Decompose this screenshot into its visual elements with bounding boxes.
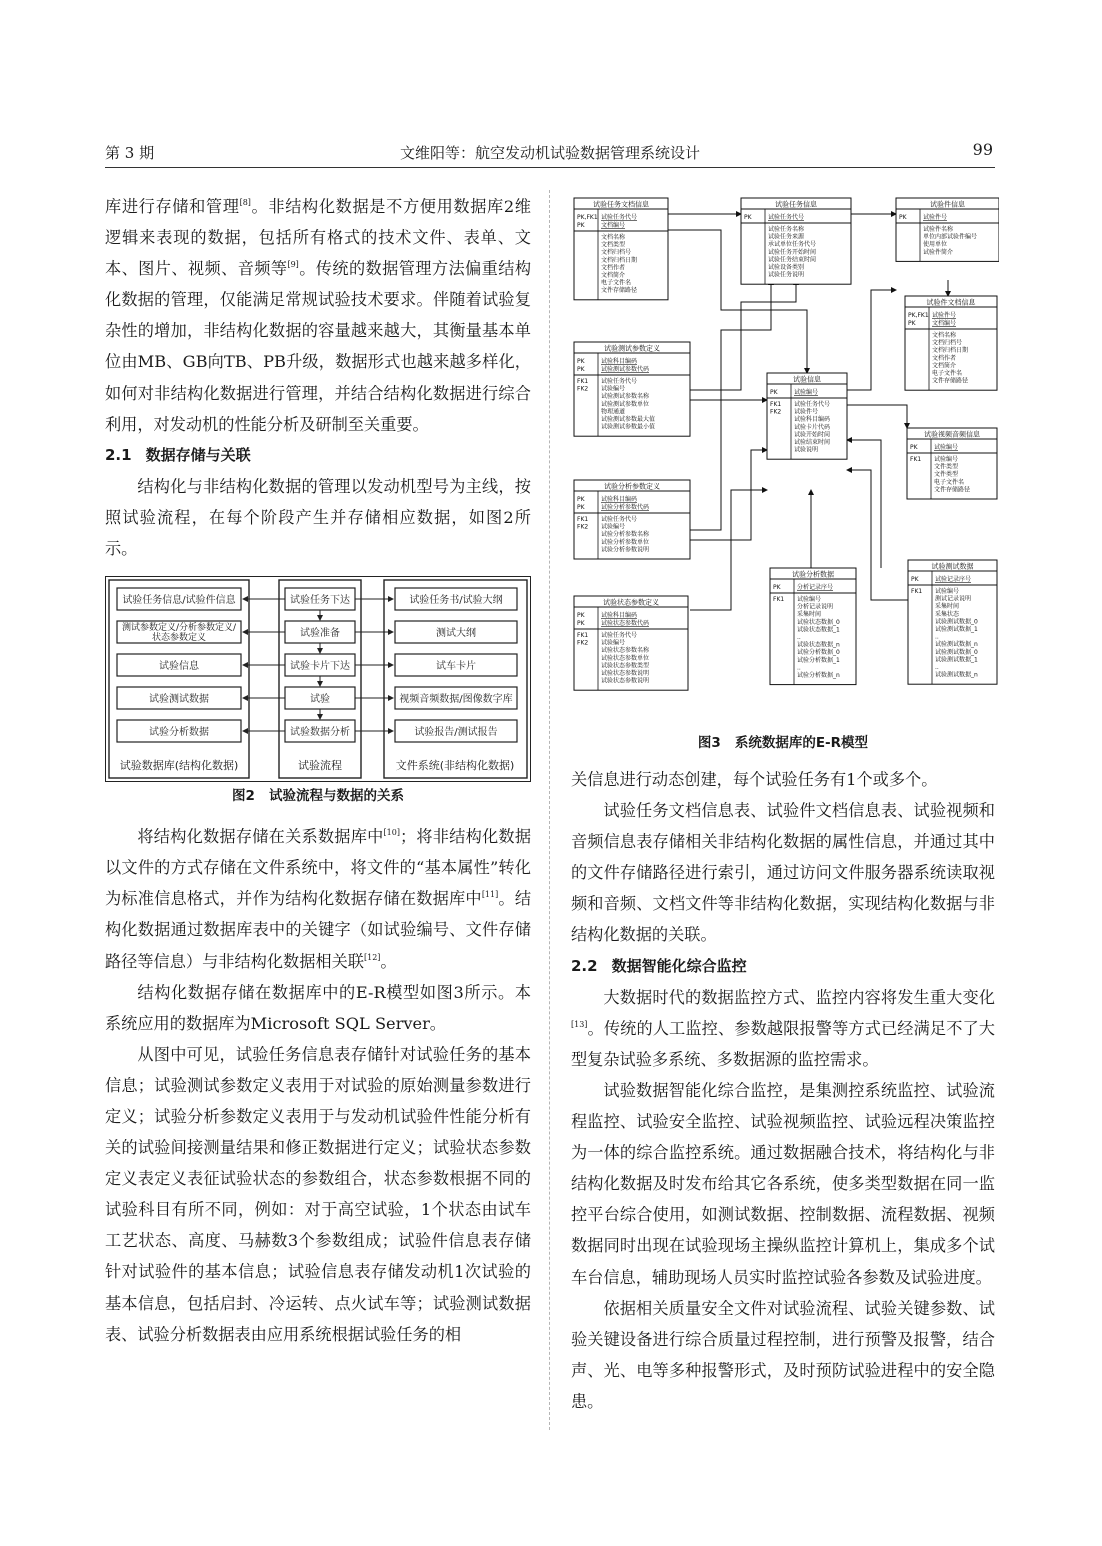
fig2-right-item-0 xyxy=(395,588,517,610)
svg-text:文档编号: 文档编号 xyxy=(932,320,957,327)
fig2-left-item-0 xyxy=(117,588,241,610)
citation-9: [9] xyxy=(287,260,299,270)
er-table-6 xyxy=(907,428,997,499)
svg-text:PK: PK xyxy=(911,576,919,583)
svg-text:试验科目编码: 试验科目编码 xyxy=(794,416,831,424)
svg-text:试验编号: 试验编号 xyxy=(934,456,959,463)
svg-text:试验状态数据_0: 试验状态数据_0 xyxy=(797,618,840,626)
left-column xyxy=(105,191,531,1350)
svg-text:FK2: FK2 xyxy=(770,408,782,416)
svg-text:PK: PK xyxy=(744,214,752,221)
paragraph-integrated-monitoring: 试验数据智能化综合监控，是集测控系统监控、试验流程监控、试验安全监控、试验视频监控、试验远程决策监控为一体的综合监控系统。通过数据融合技术，将结构化与非结构化数据及时发布给其它各系统，使多类型数据在同一监控平台综合使用，如测试数据、控制数据、流程数据、视频数据同时出现在试验现场主操纵监控计算机上，集成多个试车台信息，辅助现场人员实时监控试验各参数及试验进度。 xyxy=(571,1080,995,1287)
fig2-middle-item-4 xyxy=(285,720,355,742)
svg-text:文档名称: 文档名称 xyxy=(932,332,957,339)
svg-text:试验任务书/试验大纲: 试验任务书/试验大纲 xyxy=(409,595,503,607)
svg-text:试验分析参数单位: 试验分析参数单位 xyxy=(601,538,650,546)
figure-2-diagram xyxy=(105,576,531,782)
svg-text:试验测试参数定义: 试验测试参数定义 xyxy=(604,344,660,353)
svg-text:试验测试参数代码: 试验测试参数代码 xyxy=(601,366,650,373)
paragraph-unstructured-data: 库进行存储和管理[8]。非结构化数据是不方便用数据库2维逻辑来表现的数据，包括所有格式的技术文件、表单、文本、图片、视频、音频等[9]。传统的数据管理方法偏重结构化数据的管理，仅能满足常规试验技术要求。伴随着试验复杂性的增加，非结构化数据的容量越来越大，其衡量基本单位由MB、GB向TB、PB升级，数据形式也越来越多样化，如何对非结构化数据进行管理，并结合结构化数据进行综合利用，对发动机的性能分析及研制至关重要。 xyxy=(105,197,532,434)
svg-text:..: .. xyxy=(935,633,939,641)
svg-text:试验编号: 试验编号 xyxy=(601,523,626,531)
er-table-10 xyxy=(574,596,688,690)
svg-text:试验编号: 试验编号 xyxy=(794,389,819,396)
fig2-left-item-2 xyxy=(117,654,241,676)
svg-text:试验信息: 试验信息 xyxy=(793,375,821,384)
svg-text:采集时间: 采集时间 xyxy=(935,603,960,611)
svg-text:试验任务代号: 试验任务代号 xyxy=(601,632,638,639)
svg-text:FK2: FK2 xyxy=(577,523,589,531)
svg-text:试验任务文档信息: 试验任务文档信息 xyxy=(593,200,649,209)
er-table-4 xyxy=(574,342,690,436)
svg-text:试验任务信息/试验件信息: 试验任务信息/试验件信息 xyxy=(122,595,236,607)
svg-text:试验结束时间: 试验结束时间 xyxy=(794,439,831,446)
svg-text:文档归档日期: 文档归档日期 xyxy=(932,347,969,355)
svg-text:试验测试数据_1: 试验测试数据_1 xyxy=(935,656,978,664)
svg-text:试验任务下达: 试验任务下达 xyxy=(290,595,350,607)
paragraph-quality-control: 依据相关质量安全文件对试验流程、试验关键参数、试验关键设备进行综合质量过程控制，进行预警及报警，结合声、光、电等多种报警形式，及时预防试验进程中的安全隐患。 xyxy=(571,1298,995,1411)
fig2-left-label: 试验数据库(结构化数据) xyxy=(119,759,239,773)
svg-text:试验分析参数定义: 试验分析参数定义 xyxy=(604,482,660,491)
figure-2-caption: 图2 试验流程与数据的关系 xyxy=(232,788,404,805)
svg-text:PK: PK xyxy=(577,504,585,511)
svg-text:试验科目编码: 试验科目编码 xyxy=(601,612,638,619)
svg-text:试验状态参数说明: 试验状态参数说明 xyxy=(601,677,650,685)
citation-8: [8] xyxy=(239,198,251,207)
svg-text:FK2: FK2 xyxy=(577,639,589,647)
fig2-middle-label: 试验流程 xyxy=(298,759,342,773)
svg-text:试验件信息: 试验件信息 xyxy=(930,200,965,209)
svg-text:试验测试数据_n: 试验测试数据_n xyxy=(935,641,978,649)
paragraph-dynamic-creation: 关信息进行动态创建，每个试验任务有1个或多个。 xyxy=(571,770,938,789)
svg-text:FK1: FK1 xyxy=(910,456,922,463)
svg-text:试验分析数据_1: 试验分析数据_1 xyxy=(797,656,840,664)
svg-text:试验件号: 试验件号 xyxy=(794,408,819,416)
figure-2 xyxy=(105,576,531,782)
fig2-right-item-4 xyxy=(395,720,517,742)
fig2-right-item-3 xyxy=(395,687,517,709)
svg-text:电子文件名: 电子文件名 xyxy=(932,370,963,377)
svg-text:试验件号: 试验件号 xyxy=(932,312,957,319)
svg-text:文档作者: 文档作者 xyxy=(932,354,957,362)
svg-text:试验测试参数最大值: 试验测试参数最大值 xyxy=(601,416,656,423)
svg-text:试验测试参数最小值: 试验测试参数最小值 xyxy=(601,423,656,431)
svg-text:状态参数定义: 状态参数定义 xyxy=(151,633,207,644)
svg-text:分析记录说明: 分析记录说明 xyxy=(797,603,834,611)
fig2-middle-item-2 xyxy=(285,654,355,676)
paragraph-monitoring-change: 大数据时代的数据监控方式、监控内容将发生重大变化[13]。传统的人工监控、参数越限报警等方式已经满足不了大型复杂试验多系统、多数据源的监控需求。 xyxy=(571,987,995,1069)
svg-text:文档类型: 文档类型 xyxy=(601,241,626,249)
right-column xyxy=(571,764,995,1417)
svg-text:试验件名称: 试验件名称 xyxy=(923,226,954,233)
svg-text:试验状态参数名称: 试验状态参数名称 xyxy=(601,647,650,655)
svg-text:PK: PK xyxy=(577,620,585,627)
section-2-2-heading: 2.2 数据智能化综合监控 xyxy=(571,956,747,975)
svg-text:PK,FK1: PK,FK1 xyxy=(577,214,598,221)
svg-text:文档编号: 文档编号 xyxy=(601,222,626,229)
er-relation-6 xyxy=(847,405,907,428)
svg-text:试验任务代号: 试验任务代号 xyxy=(601,214,638,221)
svg-text:试验设备类别: 试验设备类别 xyxy=(768,264,805,271)
svg-text:文档归档日期: 文档归档日期 xyxy=(601,256,638,264)
svg-text:PK,FK1: PK,FK1 xyxy=(908,312,929,319)
er-relation-11 xyxy=(847,440,881,568)
paragraph-table-description: 从图中可见，试验任务信息表存储针对试验任务的基本信息；试验测试参数定义表用于对试验的原始测量参数进行定义；试验分析参数定义表用于与发动机试验件性能分析有关的试验间接测量结果和修正数据进行定义；试验状态参数定义表定义表征试验状态的参数组合，状态参数根据不同的试验科目有所不同，例如：对于高空试验，1个状态由试车工艺状态、高度、马赫数3个参数组成；试验件信息表存储针对试验件的基本信息；试验信息表存储发动机1次试验的基本信息，包括启封、冷运转、点火试车等；试验测试数据表、试验分析数据表由应用系统根据试验任务的相 xyxy=(105,1044,531,1344)
svg-text:试验分析参数名称: 试验分析参数名称 xyxy=(601,531,650,539)
svg-text:试验分析数据: 试验分析数据 xyxy=(149,727,209,739)
running-title: 文维阳等：航空发动机试验数据管理系统设计 xyxy=(399,144,700,162)
svg-text:文档归档号: 文档归档号 xyxy=(601,249,632,257)
svg-text:试验件简介: 试验件简介 xyxy=(923,248,954,256)
svg-text:试验任务代号: 试验任务代号 xyxy=(768,214,805,221)
svg-text:试验报告/测试报告: 试验报告/测试报告 xyxy=(414,727,498,739)
svg-text:试验状态参数代码: 试验状态参数代码 xyxy=(601,620,650,627)
er-table-7 xyxy=(574,480,690,559)
svg-text:试验准备: 试验准备 xyxy=(300,628,340,640)
svg-text:试验任务代号: 试验任务代号 xyxy=(601,516,638,523)
fig2-right-label: 文件系统(非结构化数据) xyxy=(395,759,515,773)
header-rule xyxy=(105,167,995,168)
er-table-3 xyxy=(905,296,997,390)
svg-text:单位内部试验件编号: 单位内部试验件编号 xyxy=(923,233,978,241)
svg-text:试验测试数据: 试验测试数据 xyxy=(931,562,974,571)
fig2-left-item-3 xyxy=(117,687,241,709)
svg-text:文件类型: 文件类型 xyxy=(934,471,959,479)
svg-text:文档简介: 文档简介 xyxy=(601,272,626,279)
column-divider xyxy=(549,190,550,1430)
svg-text:..: .. xyxy=(797,664,801,672)
svg-text:文档名称: 文档名称 xyxy=(601,234,626,241)
svg-text:文档归档号: 文档归档号 xyxy=(932,339,963,347)
er-table-8 xyxy=(908,560,997,684)
svg-text:试验卡片代码: 试验卡片代码 xyxy=(794,423,831,431)
svg-text:试验分析参数代码: 试验分析参数代码 xyxy=(601,504,650,511)
svg-text:PK: PK xyxy=(910,444,918,451)
svg-text:FK1: FK1 xyxy=(577,516,589,523)
svg-text:电子文件名: 电子文件名 xyxy=(601,279,632,287)
svg-text:使用单位: 使用单位 xyxy=(923,241,948,249)
svg-text:FK1: FK1 xyxy=(577,378,589,385)
svg-text:试验编号: 试验编号 xyxy=(601,385,626,393)
svg-text:试验任务名称: 试验任务名称 xyxy=(768,226,805,233)
er-table-2 xyxy=(896,198,999,261)
svg-text:PK: PK xyxy=(577,612,585,619)
paragraph-unstructured-tables: 试验任务文档信息表、试验件文档信息表、试验视频和音频信息表存储相关非结构化数据的属性信息，并通过其中的文件存储路径进行索引，通过访问文件服务器系统读取视频和音频、文档文件等非结构化数据，实现结构化数据与非结构化数据的关联。 xyxy=(571,801,995,945)
svg-text:PK: PK xyxy=(899,214,907,221)
er-table-0 xyxy=(574,198,668,300)
fig2-middle-item-0 xyxy=(285,588,355,610)
svg-text:PK: PK xyxy=(908,320,916,327)
svg-text:试验状态数据_n: 试验状态数据_n xyxy=(797,641,840,649)
citation-10: [10] xyxy=(383,828,400,838)
svg-text:试验卡片下达: 试验卡片下达 xyxy=(290,661,350,673)
svg-text:文件存储路径: 文件存储路径 xyxy=(601,287,638,295)
svg-text:试验测试参数单位: 试验测试参数单位 xyxy=(601,400,650,408)
svg-text:..: .. xyxy=(797,634,801,641)
svg-text:试验说明: 试验说明 xyxy=(794,446,819,454)
svg-text:试验任务代号: 试验任务代号 xyxy=(794,401,831,408)
svg-text:试验任务开始时间: 试验任务开始时间 xyxy=(768,248,817,256)
svg-text:PK: PK xyxy=(577,366,585,373)
svg-text:试验任务信息: 试验任务信息 xyxy=(775,200,817,209)
svg-text:试验编号: 试验编号 xyxy=(601,639,626,647)
svg-text:试验分析数据_0: 试验分析数据_0 xyxy=(797,649,840,657)
svg-text:试验分析数据: 试验分析数据 xyxy=(792,570,834,579)
svg-text:物理通道: 物理通道 xyxy=(601,408,626,416)
svg-text:PK: PK xyxy=(773,584,781,591)
svg-text:文件类型: 文件类型 xyxy=(934,463,959,471)
page-header xyxy=(105,140,995,166)
paragraph-storage-method: 将结构化数据存储在关系数据库中[10]；将非结构化数据以文件的方式存储在文件系统中，将文件的“基本属性”转化为标准信息格式，并作为结构化数据存储在数据库中[11]。结构化数据通过数据库表中的关键字（如试验编号、文件存储路径等信息）与非结构化数据相关联[12]。 xyxy=(105,827,532,971)
svg-text:文件存储路径: 文件存储路径 xyxy=(932,377,969,385)
fig2-right-item-2 xyxy=(395,654,517,676)
svg-text:文档简介: 文档简介 xyxy=(932,362,957,370)
svg-text:试验编号: 试验编号 xyxy=(934,444,959,451)
citation-11: [11] xyxy=(481,890,499,900)
svg-text:试验测试数据_n: 试验测试数据_n xyxy=(935,671,978,679)
svg-text:PK: PK xyxy=(770,389,778,396)
svg-text:视频音频数据/图像数字库: 视频音频数据/图像数字库 xyxy=(399,694,513,706)
svg-text:..: .. xyxy=(935,664,939,671)
section-2-1-heading: 2.1 数据存储与关联 xyxy=(105,445,251,464)
svg-text:试验件文档信息: 试验件文档信息 xyxy=(926,298,976,307)
fig2-right-item-1 xyxy=(395,621,517,643)
svg-text:PK: PK xyxy=(577,496,585,503)
issue-label: 第 3 期 xyxy=(105,144,155,162)
svg-text:试验测试数据_1: 试验测试数据_1 xyxy=(935,626,978,633)
svg-text:试车卡片: 试车卡片 xyxy=(436,661,476,673)
svg-text:试验记录序号: 试验记录序号 xyxy=(935,576,972,583)
svg-text:试验状态参数类型: 试验状态参数类型 xyxy=(601,662,650,670)
svg-text:试验开始时间: 试验开始时间 xyxy=(794,431,831,439)
svg-text:试验任务来源: 试验任务来源 xyxy=(768,233,805,241)
svg-text:试验件号: 试验件号 xyxy=(923,214,948,221)
svg-text:试验科目编码: 试验科目编码 xyxy=(601,496,638,503)
svg-text:PK: PK xyxy=(577,358,585,365)
fig2-middle-item-1 xyxy=(285,621,355,643)
svg-text:FK2: FK2 xyxy=(577,385,589,393)
citation-13: [13] xyxy=(571,1019,588,1029)
citation-12: [12] xyxy=(364,952,381,962)
svg-text:电子文件名: 电子文件名 xyxy=(934,478,965,486)
svg-text:FK1: FK1 xyxy=(770,401,782,408)
fig2-left-item-1 xyxy=(117,621,241,643)
svg-text:试验: 试验 xyxy=(310,694,330,706)
svg-text:试验任务说明: 试验任务说明 xyxy=(768,271,805,279)
er-relation-5 xyxy=(847,290,896,390)
er-relation-8 xyxy=(690,450,767,540)
svg-text:测试参数定义/分析参数定义/: 测试参数定义/分析参数定义/ xyxy=(121,623,237,634)
svg-text:测试记录说明: 测试记录说明 xyxy=(935,595,972,603)
fig2-middle-item-3 xyxy=(285,687,355,709)
svg-text:试验编号: 试验编号 xyxy=(797,596,822,603)
svg-text:文件存储路径: 文件存储路径 xyxy=(934,486,971,494)
svg-text:试验状态参数说明: 试验状态参数说明 xyxy=(601,670,650,677)
er-relation-9 xyxy=(690,490,767,610)
svg-text:FK1: FK1 xyxy=(911,588,923,595)
svg-text:试验测试数据_0: 试验测试数据_0 xyxy=(935,618,978,626)
svg-text:试验任务结束时间: 试验任务结束时间 xyxy=(768,256,817,264)
svg-text:试验任务代号: 试验任务代号 xyxy=(601,378,638,385)
svg-text:试验数据分析: 试验数据分析 xyxy=(290,727,350,739)
er-table-9 xyxy=(770,568,856,685)
er-table-1 xyxy=(741,198,851,284)
er-table-5 xyxy=(767,373,847,459)
svg-text:试验科目编码: 试验科目编码 xyxy=(601,358,638,365)
page-number: 99 xyxy=(972,140,993,159)
svg-text:试验测试参数名称: 试验测试参数名称 xyxy=(601,393,650,401)
svg-text:试验分析数据_n: 试验分析数据_n xyxy=(797,672,840,679)
svg-text:试验状态数据_1: 试验状态数据_1 xyxy=(797,626,840,634)
svg-text:FK1: FK1 xyxy=(773,596,785,603)
svg-text:试验测试数据: 试验测试数据 xyxy=(149,694,209,706)
figure-3-caption: 图3 系统数据库的E-R模型 xyxy=(697,735,869,751)
svg-text:试验编号: 试验编号 xyxy=(935,588,960,595)
svg-text:文档作者: 文档作者 xyxy=(601,264,626,272)
svg-text:测试大纲: 测试大纲 xyxy=(436,628,476,640)
svg-text:承试单位任务代号: 承试单位任务代号 xyxy=(768,241,817,249)
paragraph-er-model: 结构化数据存储在数据库中的E-R模型如图3所示。本系统应用的数据库为Microsoft SQL Server。 xyxy=(105,982,531,1033)
svg-text:分析记录序号: 分析记录序号 xyxy=(797,584,834,591)
svg-text:FK1: FK1 xyxy=(577,632,589,639)
figure-3-er-diagram xyxy=(571,190,999,722)
fig2-left-item-4 xyxy=(117,720,241,742)
paragraph-storage-intro: 结构化与非结构化数据的管理以发动机型号为主线，按照试验流程，在每个阶段产生并存储相应数据，如图2所示。 xyxy=(105,476,531,559)
svg-text:试验视频音频信息: 试验视频音频信息 xyxy=(924,430,980,439)
svg-text:PK: PK xyxy=(577,222,585,229)
svg-text:试验状态参数定义: 试验状态参数定义 xyxy=(603,598,659,607)
svg-text:采集状态: 采集状态 xyxy=(935,610,960,618)
svg-text:试验分析参数说明: 试验分析参数说明 xyxy=(601,546,650,554)
svg-text:试验状态参数单位: 试验状态参数单位 xyxy=(601,654,650,662)
svg-text:采集时间: 采集时间 xyxy=(797,611,822,619)
svg-text:试验信息: 试验信息 xyxy=(159,661,199,673)
svg-text:试验测试数据_0: 试验测试数据_0 xyxy=(935,648,978,656)
